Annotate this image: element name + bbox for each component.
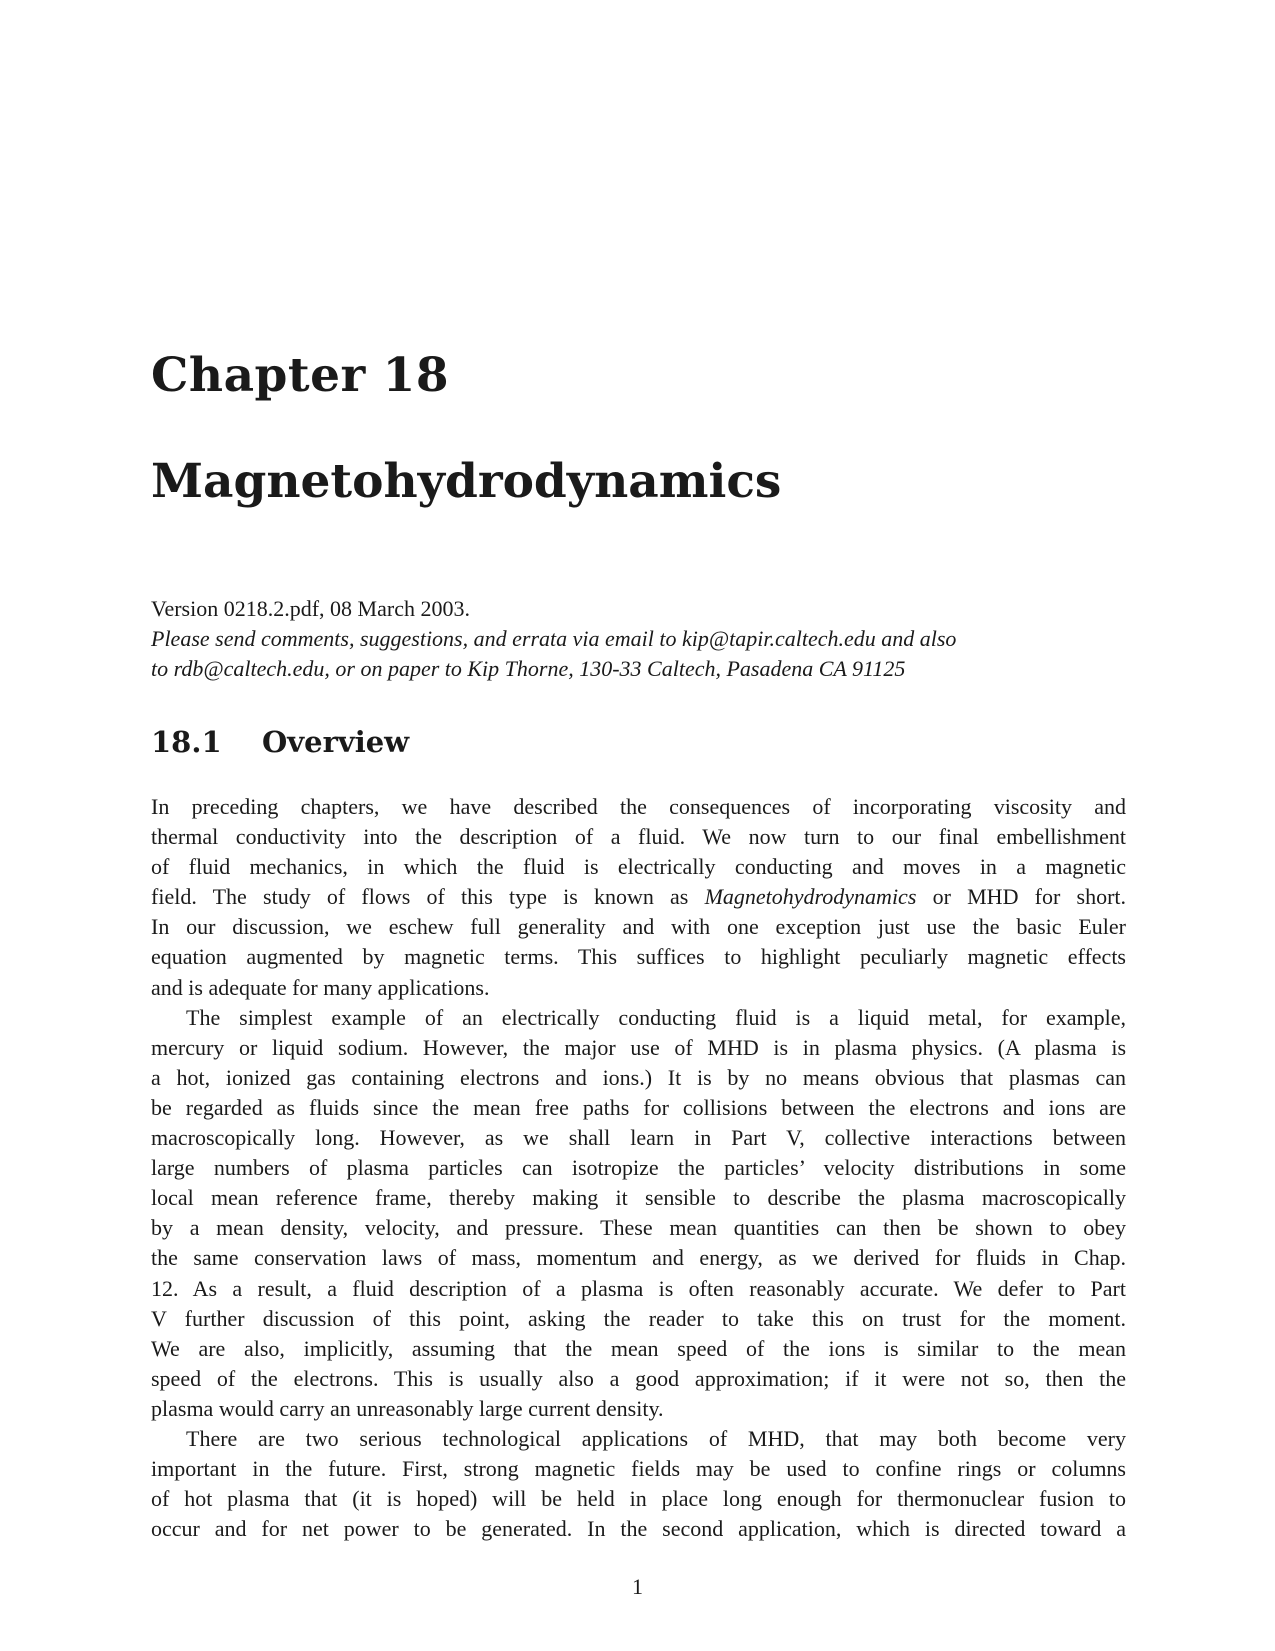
text-line: plasma would carry an unreasonably large current density. — [151, 1395, 664, 1421]
chapter-title: Magnetohydrodynamics — [151, 454, 782, 509]
text-line: mercury or liquid sodium. However, the major use of MHD is in plasma physics. (A plasma is — [151, 1034, 1126, 1060]
text-line-with-emphasis — [151, 882, 1126, 912]
text-line: be regarded as fluids since the mean free paths for collisions between the electrons and ions are — [151, 1094, 1126, 1120]
text-line: equation augmented by magnetic terms. This suffices to highlight peculiarly magnetic effects — [151, 944, 1126, 970]
text-line: In our discussion, we eschew full generality and with one exception just use the basic Euler — [151, 914, 1126, 940]
text-line: macroscopically long. However, as we shall learn in Part V, collective interactions between — [151, 1125, 1126, 1151]
text-line: by a mean density, velocity, and pressure. These mean quantities can then be shown to obey — [151, 1215, 1126, 1241]
text-line: of hot plasma that (it is hoped) will be held in place long enough for thermonuclear fusion to — [151, 1486, 1126, 1512]
emphasized-term: Magnetohydrodynamics — [704, 884, 917, 910]
paragraph-2 — [151, 1003, 1126, 1424]
text-line: large numbers of plasma particles can isotropize the particles’ velocity distributions in some — [151, 1155, 1126, 1181]
text-line: thermal conductivity into the description of a fluid. We now turn to our final embellishment — [151, 824, 1126, 850]
text-line: local mean reference frame, thereby making it sensible to describe the plasma macroscopically — [151, 1185, 1126, 1211]
section-heading — [151, 725, 410, 759]
text-line: V further discussion of this point, asking the reader to take this on trust for the moment. — [151, 1305, 1126, 1331]
page-number: 1 — [632, 1574, 643, 1599]
paragraph-3 — [151, 1424, 1126, 1544]
contact-line-1: Please send comments, suggestions, and errata via email to kip@tapir.caltech.edu and also — [151, 626, 957, 651]
text-line: The simplest example of an electrically conducting fluid is a liquid metal, for example, — [186, 1004, 1126, 1030]
text-line: speed of the electrons. This is usually also a good approximation; if it were not so, then the — [151, 1365, 1126, 1391]
text-fragment: or MHD for short. — [932, 884, 1127, 910]
text-fragment: field. The study of flows of this type is known as — [151, 884, 689, 910]
text-line: the same conservation laws of mass, momentum and energy, as we derived for fluids in Chap. — [151, 1245, 1126, 1271]
text-line: a hot, ionized gas containing electrons and ions.) It is by no means obvious that plasmas can — [151, 1064, 1126, 1090]
section-number: 18.1 — [151, 725, 222, 759]
text-line: We are also, implicitly, assuming that the mean speed of the ions is similar to the mean — [151, 1335, 1126, 1361]
version-notice — [151, 594, 1131, 684]
text-line: There are two serious technological applications of MHD, that may both become very — [186, 1425, 1126, 1451]
text-line: In preceding chapters, we have described the consequences of incorporating viscosity and — [151, 794, 1126, 819]
text-line: and is adequate for many applications. — [151, 974, 490, 1000]
text-line: 12. As a result, a fluid description of a plasma is often reasonably accurate. We defer to Part — [151, 1275, 1126, 1301]
text-line: important in the future. First, strong magnetic fields may be used to confine rings or columns — [151, 1456, 1126, 1482]
paragraph-1 — [151, 792, 1126, 1003]
section-title: Overview — [262, 725, 410, 759]
text-line: occur and for net power to be generated. In the second application, which is directed toward a — [151, 1516, 1126, 1542]
chapter-label: Chapter 18 — [151, 348, 450, 403]
version-line: Version 0218.2.pdf, 08 March 2003. — [151, 596, 470, 621]
text-line: of fluid mechanics, in which the fluid is electrically conducting and moves in a magnetic — [151, 854, 1126, 880]
body-text — [151, 792, 1126, 1544]
contact-line-2: to rdb@caltech.edu, or on paper to Kip Thorne, 130-33 Caltech, Pasadena CA 91125 — [151, 656, 906, 681]
